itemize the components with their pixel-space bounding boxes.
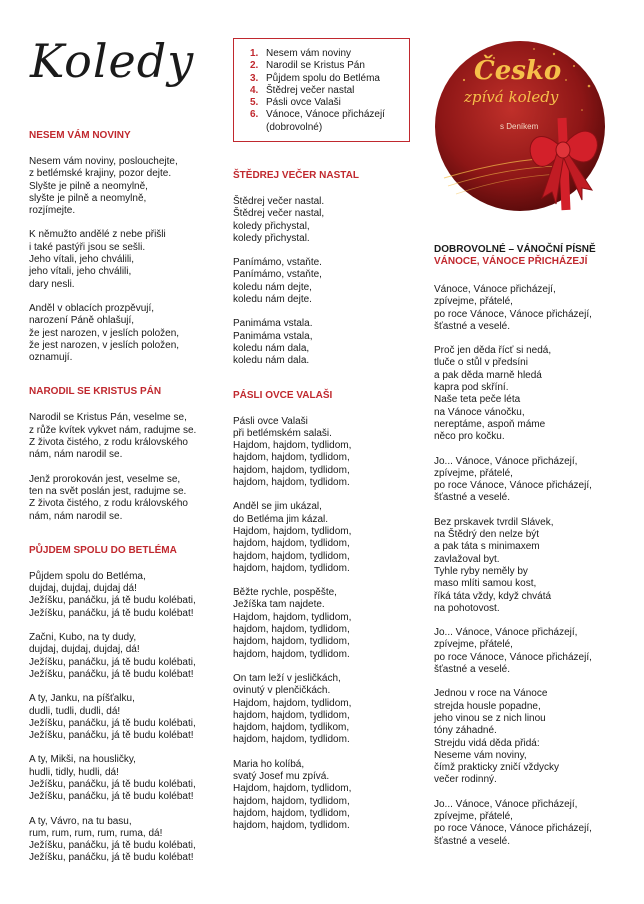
lyric-line: Hajdom, hajdom, tydlidom, (233, 440, 352, 452)
lyric-line: Nesem vám noviny, poslouchejte, (29, 156, 178, 167)
lyric-line: hajdom, hajdom, tydlidom. (233, 648, 350, 660)
lyric-line: jeho vinou se z nich linou (434, 712, 546, 724)
lyric-line: na pohotovost. (434, 602, 500, 614)
lyric-line: Ježíšku, panáčku, já tě budu kolébat! (29, 730, 194, 742)
lyric-line: Naše teta peče léta (434, 394, 521, 406)
lyric-line: A ty, Janku, na píšťalku, (29, 693, 135, 705)
stanza (233, 501, 413, 575)
lyric-line: Anděl se jim ukázal, (233, 501, 322, 513)
song-pasli-ovce-valasi (233, 390, 413, 833)
song-pujdem-spolu-do-betlema (29, 545, 219, 865)
toc-list (240, 48, 403, 134)
lyric-line: Ježíšku, panáčku, já tě budu kolébati, (29, 656, 196, 668)
lyric-line: Z života čistého, z rodu královského (29, 498, 188, 510)
lyric-line: kapra pod skříní. (434, 382, 509, 394)
lyric-line: na Štědrý den nelze být (434, 529, 540, 541)
stanza (233, 257, 413, 306)
song-title: NESEM VÁM NOVINY (29, 130, 131, 141)
lyric-line: Ježíšku, panáčku, já tě budu kolébati, (29, 595, 196, 607)
song-title: NARODIL SE KRISTUS PÁN (29, 386, 162, 398)
stanza (434, 627, 634, 676)
toc-item-label: Pásli ovce Valaši (266, 97, 341, 109)
lyric-line: na Vánoce vánočku, (434, 406, 525, 418)
lyric-line: tluče o stůl v předsíni (434, 357, 528, 369)
lyric-line: i také pastýři jsou se sešli. (29, 241, 146, 253)
lyric-line: zpívejme, přátelé, (434, 810, 513, 822)
lyric-line: Ježíšku, panáčku, já tě budu kolébati, (29, 840, 196, 852)
lyric-line: tóny záhadné. (434, 725, 497, 737)
lyric-line: zavlažoval byt. (434, 553, 500, 565)
lyric-line: Maria ho kolíbá, (233, 758, 305, 770)
song-nesem-vam-noviny (29, 130, 219, 364)
lyric-line: svatý Josef mu zpívá. (233, 770, 330, 782)
column-left (29, 130, 219, 887)
lyric-line: rozjímejte. (29, 205, 76, 217)
lyric-line: Panimáma vstala. (233, 318, 313, 330)
lyric-line: Jednou v roce na Vánoce (434, 688, 548, 700)
lyric-line: šťastné a veselé. (434, 320, 511, 332)
lyric-line: hajdom, hajdom, tydlidom, (233, 709, 350, 721)
lyric-line: z betlémské krajiny, pozor dejte. (29, 168, 172, 180)
cesko-zpiva-koledy-logo (434, 40, 607, 213)
lyric-line: Panímámo, vstaňte. (233, 257, 322, 269)
lyric-line: Jo... Vánoce, Vánoce přicházejí, (434, 455, 578, 467)
lyric-line: říká táta vždy, když chvátá (434, 590, 552, 602)
lyric-line: koledu nám dejte, (233, 281, 312, 293)
stanza (29, 632, 219, 681)
lyric-line: hajdom, hajdom, tydlikom, (233, 722, 350, 734)
toc-item-label: Nesem vám noviny (266, 48, 352, 59)
stanza (233, 673, 413, 747)
lyric-line: hajdom, hajdom, tydlidom, (233, 452, 350, 464)
lyric-line: hudli, tidly, hudli, dá! (29, 766, 119, 778)
lyric-line: Hajdom, hajdom, tydlidom, (233, 525, 352, 537)
lyric-line: Strejdu vidá děda přidá: (434, 737, 540, 749)
lyric-line: Panimáma vstala, (233, 330, 313, 342)
song-title: PÁSLI OVCE VALAŠI (233, 389, 333, 401)
lyric-line: Ježíšku, panáčku, já tě budu kolébati, (29, 778, 196, 790)
lyric-line: Hajdom, hajdom, tydlidom, (233, 697, 352, 709)
song-narodil-se-kristus-pan (29, 386, 219, 522)
logo-title: Česko (474, 56, 562, 86)
lyric-line: ovinutý v plenčičkách. (233, 685, 331, 697)
stanza (29, 816, 219, 865)
lyric-line: koledy přichystal. (233, 232, 310, 244)
toc-item (240, 48, 403, 60)
lyric-line: Hajdom, hajdom, tydlidom, (233, 611, 352, 623)
stanza (434, 517, 634, 615)
lyric-line: Narodil se Kristus Pán, veselme se, (29, 412, 187, 424)
song-stedrej-vecer-nastal (233, 170, 413, 368)
stanza (434, 688, 634, 786)
lyric-line: dujdaj, dujdaj, dujdaj, dá! (29, 644, 140, 656)
lyric-line: slyšte je pilně a neomylně, (29, 192, 147, 204)
toc-item (240, 85, 403, 97)
lyric-line: hajdom, hajdom, tydlidom, (233, 550, 350, 562)
lyric-line: jeho vítali, jeho chválili, (29, 266, 132, 278)
lyric-line: zpívejme, přátelé, (434, 296, 513, 308)
song-vanoce-vanoce-prichazeji (434, 256, 634, 848)
lyric-line: Vánoce, Vánoce přicházejí, (434, 284, 556, 295)
logo-subtitle: zpívá koledy (464, 88, 559, 106)
lyric-line: Ježíšku, panáčku, já tě budu kolébat! (29, 607, 194, 619)
toc-item-number: 2. (250, 60, 259, 72)
stanza (434, 456, 634, 505)
lyric-line: Jeho vítali, jeho chválili, (29, 254, 135, 266)
lyric-line: ten na svět poslán jest, radujme se. (29, 485, 187, 497)
lyric-line: Ježíška tam najdete. (233, 599, 325, 611)
lyric-line: nám, nám narodil se. (29, 449, 123, 461)
lyric-line: šťastné a veselé. (434, 835, 511, 847)
lyric-line: dudli, tudli, dudli, dá! (29, 705, 121, 717)
lyric-line: hajdom, hajdom, tydlidom. (233, 562, 350, 574)
lyric-line: Anděl v oblacích prozpěvují, (29, 302, 155, 314)
lyric-line: Bez prskavek tvrdil Slávek, (434, 516, 554, 528)
toc-item-number: 5. (250, 97, 259, 109)
lyric-line: šťastné a veselé. (434, 664, 511, 676)
lyric-line: čímž prakticky zničí vždycky (434, 762, 560, 774)
lyric-line: z růže kvítek vykvet nám, radujme se. (29, 424, 197, 436)
stanza (233, 416, 413, 490)
stanza (29, 412, 219, 461)
lyric-line: Panímámo, vstaňte, (233, 269, 322, 281)
lyric-line: Štědrej večer nastal. (233, 196, 325, 207)
lyric-line: Ježíšku, panáčku, já tě budu kolébati, (29, 717, 196, 729)
song-title: VÁNOCE, VÁNOCE PŘICHÁZEJÍ (434, 256, 588, 267)
lyric-line: Štědrej večer nastal, (233, 208, 325, 220)
lyric-line: při betlémském salaši. (233, 427, 332, 439)
lyric-line: A ty, Vávro, na tu basu, (29, 815, 132, 827)
lyric-line: večer rodinný. (434, 774, 497, 786)
lyric-line: hajdom, hajdom, tydlidom, (233, 807, 350, 819)
toc-item-label: Narodil se Kristus Pán (266, 60, 365, 72)
table-of-contents (233, 38, 410, 142)
stanza (29, 474, 219, 523)
lyric-line: narození Páně ohlašují, (29, 315, 135, 327)
lyric-line: po roce Vánoce, Vánoce přicházejí, (434, 651, 592, 663)
lyric-line: že jest narozen, v jeslích položen, (29, 339, 180, 351)
lyric-line: hajdom, hajdom, tydlidom, (233, 538, 350, 550)
lyric-line: strejda housle popadne, (434, 700, 541, 712)
column-middle (233, 170, 413, 854)
lyric-line: hajdom, hajdom, tydlidom. (233, 820, 350, 832)
lyric-line: po roce Vánoce, Vánoce přicházejí, (434, 823, 592, 835)
lyric-line: koledu nám dejte. (233, 294, 312, 306)
song-title: ŠTĚDREJ VEČER NASTAL (233, 170, 359, 181)
toc-item (240, 73, 403, 85)
lyric-line: oznamují. (29, 352, 73, 364)
lyric-line: nám, nám narodil se. (29, 510, 123, 522)
lyric-line: hajdom, hajdom, tydlidom, (233, 464, 350, 476)
lyric-line: zpívejme, přátelé, (434, 639, 513, 651)
toc-item-number: 4. (250, 84, 259, 96)
lyric-line: Ježíšku, panáčku, já tě budu kolébat! (29, 668, 194, 680)
stanza (29, 693, 219, 742)
song-category-heading: DOBROVOLNÉ – VÁNOČNÍ PÍSNĚ (434, 244, 596, 255)
stanza (29, 229, 219, 290)
lyric-line: Ježíšku, panáčku, já tě budu kolébat! (29, 852, 194, 864)
logo-tagline: s Deníkem (500, 122, 539, 131)
lyric-line: K němužto andělé z nebe přišli (29, 229, 166, 241)
toc-item-number: 6. (250, 109, 259, 121)
lyric-line: hajdom, hajdom, tydlidom, (233, 636, 350, 648)
page-title: Koledy (30, 34, 195, 88)
lyric-line: šťastné a veselé. (434, 492, 511, 504)
column-right (434, 244, 634, 870)
toc-item (240, 109, 403, 134)
toc-item-label: Štědrej večer nastal (266, 84, 355, 96)
lyric-line: hajdom, hajdom, tydlidom, (233, 795, 350, 807)
lyric-line: Jo... Vánoce, Vánoce přicházejí, (434, 627, 578, 639)
stanza (29, 571, 219, 620)
lyric-line: Slyšte je pilně a neomylně, (29, 180, 148, 192)
toc-item-number: 1. (250, 48, 259, 59)
lyric-line: po roce Vánoce, Vánoce přicházejí, (434, 480, 592, 492)
lyric-line: koledu nám dala. (233, 355, 310, 367)
lyric-line: dujdaj, dujdaj, dujdaj dá! (29, 583, 137, 595)
toc-item (240, 60, 403, 72)
lyric-line: dary nesli. (29, 278, 75, 290)
lyric-line: a pak táta s minimaxem (434, 541, 540, 553)
lyric-line: maso mlíti samou kost, (434, 578, 537, 590)
stanza (434, 345, 634, 443)
lyric-line: On tam leží v jesličkách, (233, 672, 341, 684)
lyric-line: Tyhle ryby neměly by (434, 565, 528, 577)
lyric-line: Pásli ovce Valaši (233, 415, 308, 427)
lyric-line: Půjdem spolu do Betléma, (29, 570, 146, 582)
lyric-line: Začni, Kubo, na ty dudy, (29, 632, 137, 644)
stanza (233, 318, 413, 367)
lyric-line: Z života čistého, z rodu královského (29, 437, 188, 449)
lyric-line: Běžte rychle, pospěšte, (233, 587, 337, 599)
stanza (29, 754, 219, 803)
stanza (434, 799, 634, 848)
lyric-line: koledu nám dala, (233, 342, 310, 354)
lyric-line: hajdom, hajdom, tydlidom, (233, 624, 350, 636)
lyric-line: něco pro kočku. (434, 431, 505, 443)
lyric-line: do Betléma jim kázal. (233, 513, 329, 525)
lyric-line: Jenž prorokován jest, veselme se, (29, 473, 181, 485)
song-title: PŮJDEM SPOLU DO BETLÉMA (29, 544, 177, 556)
stanza (434, 284, 634, 333)
lyric-line: po roce Vánoce, Vánoce přicházejí, (434, 308, 592, 320)
stanza (233, 759, 413, 833)
toc-item-label: Vánoce, Vánoce přicházejí (dobrovolné) (266, 109, 385, 133)
lyric-line: rum, rum, rum, rum, ruma, dá! (29, 827, 163, 839)
lyric-line: zpívejme, přátelé, (434, 467, 513, 479)
lyric-line: Hajdom, hajdom, tydlidom, (233, 783, 352, 795)
toc-item-number: 3. (250, 72, 259, 84)
stanza (233, 587, 413, 661)
lyric-line: a pak děda marně hledá (434, 369, 542, 381)
lyric-line: Ježíšku, panáčku, já tě budu kolébat! (29, 791, 194, 803)
stanza (29, 303, 219, 364)
lyric-line: Jo... Vánoce, Vánoce přicházejí, (434, 798, 578, 810)
lyric-line: že jest narozen, v jeslích položen, (29, 327, 180, 339)
lyric-line: hajdom, hajdom, tydlidom. (233, 734, 350, 746)
stanza (233, 196, 413, 245)
stanza (29, 156, 219, 217)
lyric-line: nereptáme, aspoň máme (434, 418, 546, 430)
lyric-line: hajdom, hajdom, tydlidom. (233, 477, 350, 489)
lyric-line: A ty, Mikši, na housličky, (29, 754, 136, 766)
lyric-line: koledy přichystal, (233, 220, 310, 232)
lyric-line: Proč jen děda řícť si nedá, (434, 345, 552, 357)
toc-item (240, 97, 403, 109)
toc-item-label: Půjdem spolu do Betléma (266, 72, 380, 84)
lyric-line: Neseme vám noviny, (434, 749, 527, 761)
